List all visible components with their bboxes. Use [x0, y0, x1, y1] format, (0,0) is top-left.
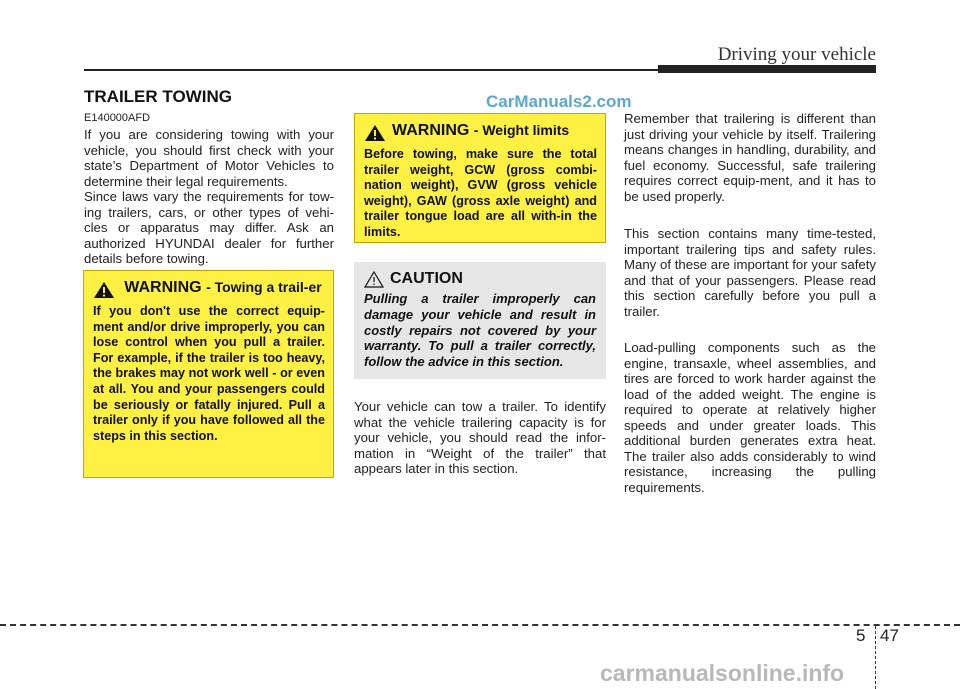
col1-paragraph-1: If you are considering towing with your vehicle, you should first check with your state’s Department of Motor Vehicles to determine their legal requirements.: [84, 127, 334, 189]
chapter-number: 5: [856, 626, 866, 645]
col3-paragraph-3: Load-pulling components such as the engine, transaxle, wheel assemblies, and tires are forced to work harder against the load of the added weight. The engine is required to operate at relatively higher speeds and under greater loads. This additional burden generates extra heat. The trailer also adds considerably to wind resistance, increasing the pulling requirements.: [624, 340, 876, 495]
section-title: TRAILER TOWING: [84, 87, 232, 106]
footer-watermark[interactable]: carmanualsonline.info: [600, 660, 845, 686]
header-rule-bold: [658, 65, 876, 73]
warning-subtitle: - Towing a trail-er: [206, 279, 322, 295]
warning-label: WARNING: [392, 122, 470, 139]
footer-rule: [0, 624, 960, 626]
warning-body: If you don't use the correct equip-ment and/or drive improperly, you can lose control when you pull a trailer. For example, if the trailer is too heavy, the brakes may not work well - or even at all. You and your passengers could be seriously or fatally injured. Pull a trailer only if you have followed all the steps in this section.: [93, 304, 325, 443]
warning-header: [93, 279, 325, 299]
warning-subtitle: - Weight limits: [473, 122, 570, 138]
warning-triangle-icon: [364, 124, 386, 142]
caution-body: Pulling a trailer improperly can damage your vehicle and result in costly repairs not covered by your warranty. To pull a trailer correctly, follow the advice in this section.: [364, 291, 596, 370]
warning-triangle-icon: [93, 281, 115, 299]
caution-header: [364, 270, 596, 288]
warning-header: [364, 122, 597, 142]
warning-label: WARNING: [124, 279, 202, 296]
section-code: E140000AFD: [84, 112, 151, 124]
warning-body: Before towing, make sure the total trailer weight, GCW (gross combi-nation weight), GVW (gross vehicle weight), GAW (gross axle weight) and trailer tongue load are all with-in the limits.: [364, 147, 597, 239]
watermark[interactable]: CarManuals2.com: [486, 92, 632, 111]
caution-triangle-icon: [364, 271, 384, 288]
col3-paragraph-2: This section contains many time-tested, important trailering tips and safety rules. Many of these are important for your safety and that of your passengers. Please read this section carefully before you pull a trailer.: [624, 226, 876, 319]
header-rule: [84, 69, 664, 71]
warning-box-weight: [354, 113, 606, 243]
page-number: 47: [880, 626, 899, 645]
caution-label: CAUTION: [390, 270, 463, 287]
col1-paragraph-2: Since laws vary the requirements for tow-ing trailers, cars, or other types of vehi-cles or apparatus may differ. Ask an authorized HYUNDAI dealer for further details before towing.: [84, 189, 334, 266]
running-header: Driving your vehicle: [717, 44, 876, 65]
caution-box: [354, 262, 606, 379]
page-number-divider: [875, 626, 876, 689]
col3-paragraph-1: Remember that trailering is different than just driving your vehicle by itself. Trailering means changes in handling, durability, and fuel economy. Successful, safe trailering requires correct equip-ment, and it has to be used properly.: [624, 111, 876, 204]
col2-paragraph-1: Your vehicle can tow a trailer. To identify what the vehicle trailering capacity is for your vehicle, you should read the infor-mation in “Weight of the trailer” that appears later in this section.: [354, 399, 606, 476]
warning-box-towing: [83, 270, 334, 478]
